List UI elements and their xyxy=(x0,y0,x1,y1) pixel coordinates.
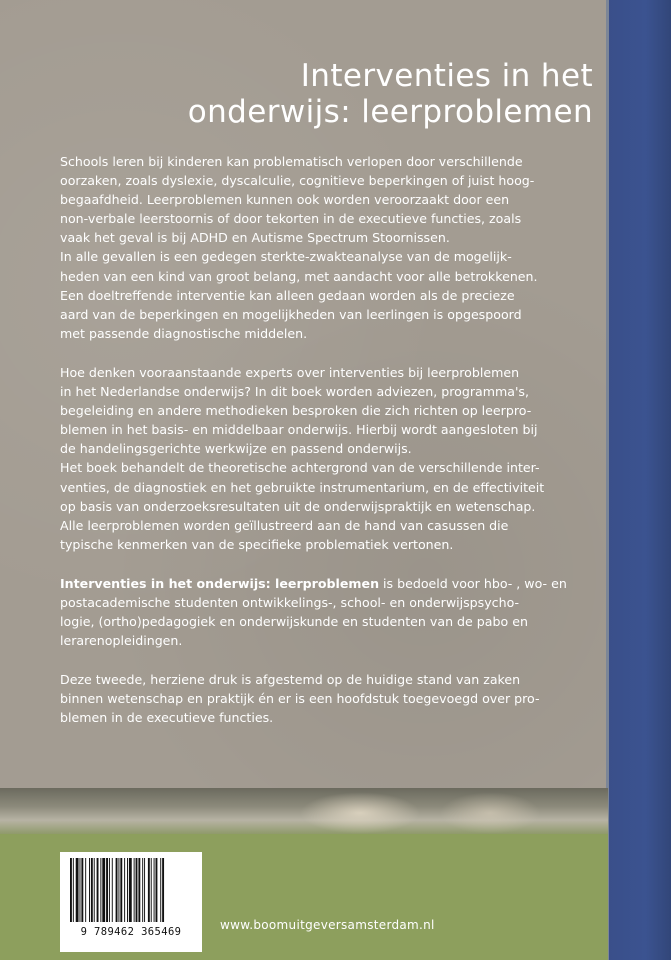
barcode-bar xyxy=(129,858,132,922)
barcode-bars xyxy=(68,858,194,924)
text-line: begeleiding en andere methodieken besproken die zich richten op leerpro- xyxy=(60,403,532,419)
barcode-bar xyxy=(76,858,79,922)
text-line: typische kenmerken van de specifieke problematiek vertonen. xyxy=(60,536,454,552)
title-line-1: Interventies in het xyxy=(300,58,593,94)
barcode-bar xyxy=(116,858,118,922)
barcode-bar xyxy=(85,858,86,922)
text-line: postacademische studenten ontwikkelings-, school- en onderwijspsycho- xyxy=(60,594,520,610)
book-title xyxy=(113,58,593,130)
barcode-bar xyxy=(80,858,81,922)
text-line: in het Nederlandse onderwijs? In dit boek worden adviezen, programma's, xyxy=(60,384,529,400)
text-line: In alle gevallen is een gedegen sterkte-zwakteanalyse van de mogelijk- xyxy=(60,249,512,265)
barcode-bar xyxy=(112,858,113,922)
text-line: Hoe denken vooraanstaande experts over interventies bij leerproblemen xyxy=(60,364,520,380)
barcode-bar xyxy=(100,858,101,922)
barcode-bar xyxy=(91,858,93,922)
barcode-bar xyxy=(144,858,145,922)
barcode-bar xyxy=(154,858,155,922)
barcode-bar xyxy=(109,858,110,922)
barcode-bar xyxy=(162,858,164,922)
text-line xyxy=(60,574,567,593)
barcode-bar xyxy=(94,858,95,922)
text-line: blemen in de executieve functies. xyxy=(60,710,274,726)
barcode-bar xyxy=(136,858,138,922)
text-line: Schools leren bij kinderen kan problematisch verlopen door verschillende xyxy=(60,154,523,169)
barcode xyxy=(60,852,202,952)
text-line: non-verbale leerstoornis of door tekorten in de executieve functies, zoals xyxy=(60,211,522,227)
blurb-paragraph-4 xyxy=(60,670,550,727)
text-line: op basis van onderzoeksresultaten uit de onderwijspraktijk en wetenschap. xyxy=(60,498,536,514)
blurb xyxy=(60,152,567,748)
barcode-bar xyxy=(102,858,105,922)
barcode-bar xyxy=(73,858,74,922)
isbn-number: 9 789462 365469 xyxy=(80,926,182,938)
barcode-bar xyxy=(127,858,128,922)
text-line: binnen wetenschap en praktijk én er is een hoofdstuk toegevoegd over pro- xyxy=(60,691,540,707)
barcode-bar xyxy=(148,858,150,922)
title-line-2: onderwijs: leerproblemen xyxy=(187,94,593,130)
text-line: oorzaken, zoals dyslexie, dyscalculie, cognitieve beperkingen of juist hoog- xyxy=(60,173,535,189)
text-line: Het boek behandelt de theoretische achtergrond van de verschillende inter- xyxy=(60,460,540,476)
barcode-bar xyxy=(89,858,90,922)
barcode-bar xyxy=(97,858,99,922)
book-spine xyxy=(608,0,671,960)
barcode-bar xyxy=(106,858,108,922)
photo-highlight xyxy=(300,792,420,834)
text-line: vaak het geval is bij ADHD en Autisme Spectrum Stoornissen. xyxy=(60,230,450,246)
barcode-bar xyxy=(160,858,161,922)
barcode-bar xyxy=(151,858,152,922)
barcode-bar xyxy=(124,858,125,922)
barcode-bar xyxy=(81,858,83,922)
blurb-paragraph-1 xyxy=(60,152,550,343)
text-line: heden van een kind van groot belang, met aandacht voor alle betrokkenen. xyxy=(60,268,538,284)
text-fragment: is bedoeld voor hbo- , wo- en xyxy=(379,575,567,591)
text-line: lerarenopleidingen. xyxy=(60,633,183,649)
text-line: Alle leerproblemen worden geïllustreerd aan de hand van casussen die xyxy=(60,517,509,533)
text-line: Deze tweede, herziene druk is afgestemd op de huidige stand van zaken xyxy=(60,672,521,688)
text-line: aard van de beperkingen en mogelijkheden van leerlingen is opgespoord xyxy=(60,306,522,322)
barcode-bar xyxy=(120,858,122,922)
blurb-paragraph-3 xyxy=(60,574,567,650)
text-line: begaafdheid. Leerproblemen kunnen ook worden veroorzaakt door een xyxy=(60,192,510,208)
text-line: logie, (ortho)pedagogiek en onderwijskunde en studenten van de pabo en xyxy=(60,614,528,630)
barcode-bar xyxy=(118,858,119,922)
text-line: blemen in het basis- en middelbaar onderwijs. Hierbij wordt aangesloten bij xyxy=(60,422,538,438)
barcode-bar xyxy=(134,858,135,922)
barcode-bar xyxy=(142,858,143,922)
blurb-paragraph-2 xyxy=(60,363,550,554)
text-line: venties, de diagnostiek en het gebruikte instrumentarium, en de effectiviteit xyxy=(60,479,545,495)
barcode-bar xyxy=(70,858,72,922)
publisher-website: www.boomuitgeversamsterdam.nl xyxy=(220,918,435,932)
bold-title: Interventies in het onderwijs: leerproblemen xyxy=(60,575,380,591)
barcode-bar xyxy=(156,858,158,922)
text-line: Een doeltreffende interventie kan alleen gedaan worden als de precieze xyxy=(60,287,515,303)
photo-highlight xyxy=(440,792,540,834)
text-line: de handelingsgerichte werkwijze en passend onderwijs. xyxy=(60,441,412,457)
text-line: met passende diagnostische middelen. xyxy=(60,325,308,341)
barcode-bar xyxy=(138,858,140,922)
